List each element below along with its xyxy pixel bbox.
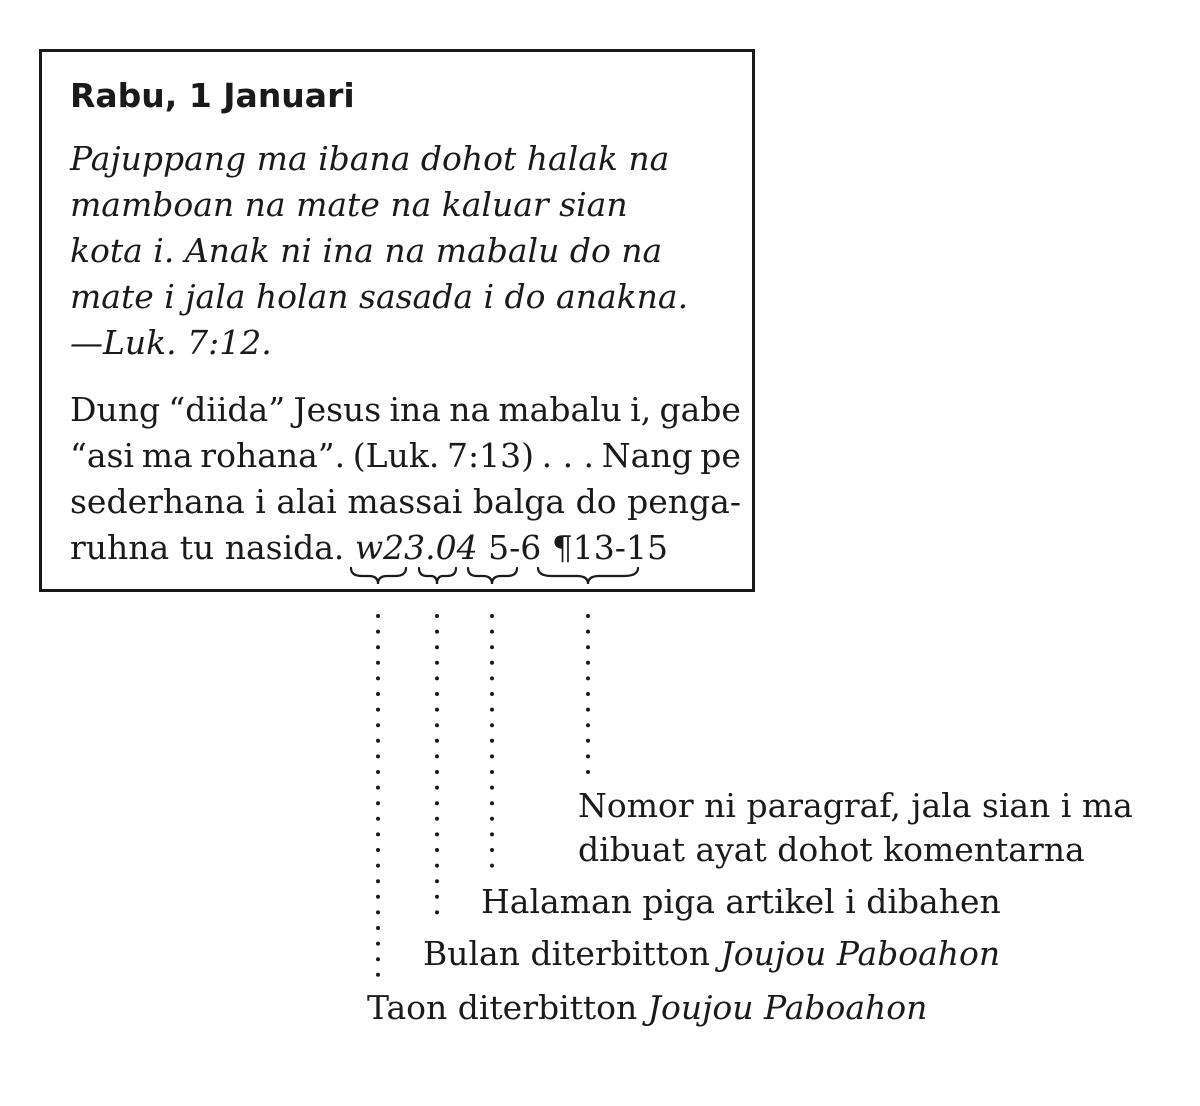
- reference-year: w23: [354, 528, 426, 567]
- comment-word: Dung: [70, 390, 161, 429]
- month-brace: [419, 568, 456, 584]
- reference-pages: 5-6: [488, 528, 542, 567]
- paragraph-label-line1: Nomor ni paragraf, jala sian i ma: [578, 786, 1133, 825]
- scripture-line: kota i. Anak ni ina na mabalu do na: [70, 231, 663, 270]
- comment-word: rohana”.: [200, 436, 346, 475]
- month-label: [423, 933, 1000, 975]
- year-label-text: Taon diterbitton: [367, 988, 648, 1027]
- comment-word: Nang: [601, 436, 693, 475]
- reference-paragraphs: ¶13-15: [551, 528, 668, 567]
- scripture-line: Pajuppang ma ibana dohot halak na: [70, 139, 670, 178]
- comment-word: “diida”: [168, 390, 286, 429]
- comment-word: i: [255, 482, 266, 521]
- comment-word: alai: [276, 482, 337, 521]
- comment-word: massai: [347, 482, 463, 521]
- comment-word: do: [575, 482, 617, 521]
- comment-word: gabe: [659, 390, 741, 429]
- date-heading: Rabu, 1 Januari: [70, 76, 355, 115]
- paragraph-label-line2: dibuat ayat dohot komentarna: [578, 830, 1085, 869]
- comment-word: sederhana: [70, 482, 245, 521]
- comment-word: na: [449, 390, 491, 429]
- comment-word: (Luk.: [352, 436, 440, 475]
- reference-month: .04: [425, 528, 478, 567]
- comment-word: penga-: [627, 482, 741, 521]
- comment-word: balga: [472, 482, 566, 521]
- year-label-title: Joujou Paboahon: [647, 988, 928, 1027]
- comment-word: Jesus: [293, 390, 382, 429]
- month-label-text: Bulan diterbitton: [423, 934, 721, 973]
- pages-brace: [468, 568, 517, 584]
- comment-word: i,: [630, 390, 652, 429]
- comment-word: . . .: [541, 436, 595, 475]
- comment-word: ma: [141, 436, 193, 475]
- comment-word: 7:13): [446, 436, 534, 475]
- paragraphs-brace: [538, 568, 638, 584]
- scripture-citation: —Luk. 7:12.: [70, 323, 272, 362]
- scripture-line: mate i jala holan sasada i do anakna.: [70, 277, 689, 316]
- comment-word: pe: [700, 436, 741, 475]
- scripture-line: mamboan na mate na kaluar sian: [70, 185, 628, 224]
- year-brace: [351, 568, 406, 584]
- page-label: Halaman piga artikel i dibahen: [481, 882, 1001, 921]
- comment-word: mabalu: [498, 390, 622, 429]
- year-label: [367, 987, 927, 1029]
- comment-word: ina: [389, 390, 441, 429]
- comment-word: “asi: [70, 436, 135, 475]
- month-label-title: Joujou Paboahon: [720, 934, 1001, 973]
- comment-last-text: ruhna tu nasida.: [70, 528, 345, 567]
